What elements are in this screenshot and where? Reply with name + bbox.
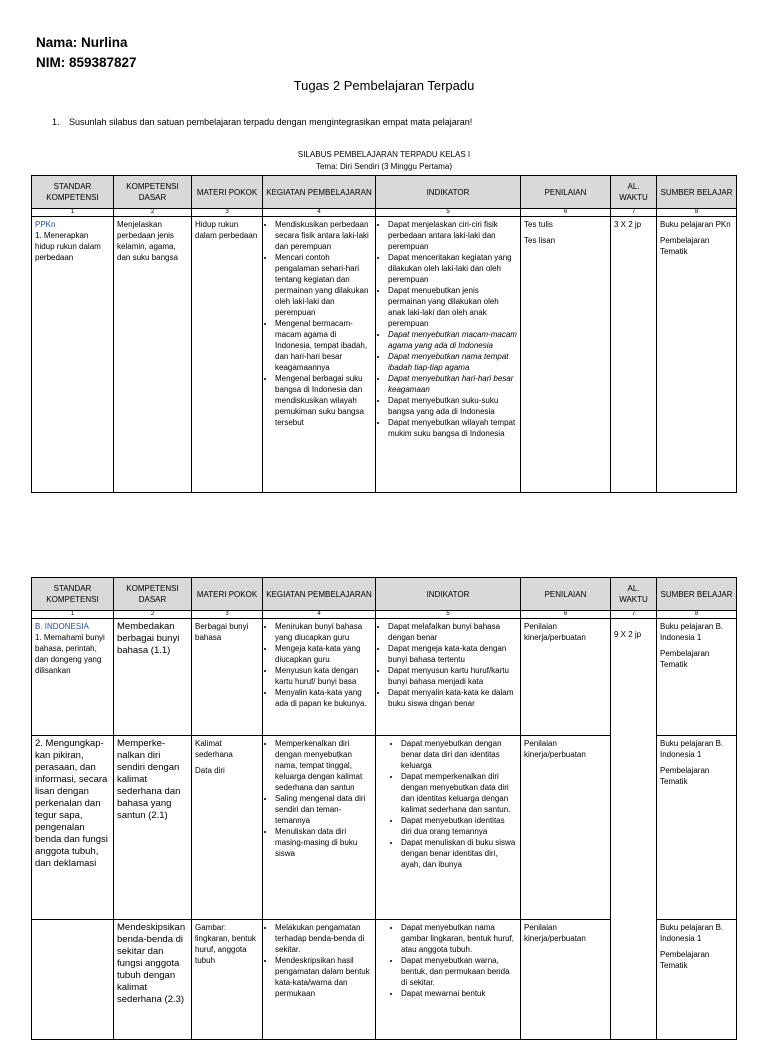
kegiatan-item: • Mencari contoh pengalaman sehari-hari tentang kegiatan dan permainan yang dilakukan oleh laki-laki dan perempuan	[275, 252, 372, 318]
sumber-item: Pembelajaran Tematik	[660, 236, 710, 256]
indikator-cell	[376, 920, 521, 1040]
col-number: 6	[521, 611, 611, 619]
kompetensi-dasar-cell: Memperke-nalkan diri sendiri dengan kalimat sederhana dan bahasa yang santun (2.1)	[114, 736, 192, 920]
sumber-item: Buku pelajaran B. Indonesia 1	[660, 622, 724, 642]
materi-pokok-cell: Hidup rukun dalam perbedaan	[192, 217, 263, 493]
column-number-row	[32, 611, 737, 619]
col-header: PENILAIAN	[521, 176, 611, 209]
syllabus-theme: Tema: Diri Sendiri (3 Minggu Pertama)	[315, 162, 453, 171]
col-header: MATERI POKOK	[192, 578, 263, 611]
col-number: 4	[263, 611, 376, 619]
indikator-item: • Dapat melafalkan bunyi bahasa dengan benar	[388, 621, 517, 643]
sumber-belajar-cell	[657, 736, 737, 920]
kegiatan-item: • Saling mengenal data diri sendiri dan teman-temannya	[275, 793, 372, 826]
col-number: 1	[32, 611, 114, 619]
col-number: 3	[192, 611, 263, 619]
materi-pokok-cell: Gambar: lingkaran, bentuk huruf, anggota tubuh	[192, 920, 263, 1040]
col-number: 1	[32, 209, 114, 217]
indikator-item: • Dapat mengeja kata-kata dengan bunyi bahasa tertentu	[388, 643, 517, 665]
col-number: 5	[376, 209, 521, 217]
kegiatan-item: • Menyusun kata dengan kartu huruf/ bunyi basa	[275, 665, 372, 687]
standar-kompetensi-cell	[32, 920, 114, 1040]
materi-pokok-cell: Berbagai bunyi bahasa	[192, 619, 263, 736]
col-header: AL. WAKTU	[611, 578, 657, 611]
instruction-text: Susunlah silabus dan satuan pembelajaran terpadu dengan mengintegrasikan empat mata pelajaran!	[69, 117, 473, 127]
alokasi-waktu-cell: 3 X 2 jp	[611, 217, 657, 493]
col-header: KOMPETENSI DASAR	[114, 578, 192, 611]
alokasi-waktu-cell	[611, 619, 657, 1040]
indikator-item: • Dapat menyebutkan nama gambar lingkaran, bentuk huruf, atau anggota tubuh.	[401, 922, 517, 955]
col-header: STANDAR KOMPETENSI	[32, 578, 114, 611]
kegiatan-item: • Mengeja kata-kata yang diucapkan guru	[275, 643, 372, 665]
instruction-number: 1.	[52, 117, 60, 127]
syllabus-table-ppkn	[31, 175, 737, 493]
indikator-cell	[376, 217, 521, 493]
sumber-item: Buku pelajaran B. Indonesia 1	[660, 739, 724, 759]
col-number: 2	[114, 611, 192, 619]
indikator-item: • Dapat menjelaskan ciri-ciri fisik perbedaan antara laki-laki dan perempuan	[388, 219, 517, 252]
indikator-item: • Dapat menyebutkan macam-macam agama yang ada di Indonesia	[388, 329, 517, 351]
col-number: 5	[376, 611, 521, 619]
sk-text: 1. Memahami bunyi bahasa, perintah, dan dongeng yang dilisankan	[35, 633, 105, 675]
waktu-text: 9 X 2 jp	[614, 630, 642, 639]
penilaian-cell: Penilaian kinerja/perbuatan	[521, 736, 611, 920]
kegiatan-item: • Melakukan pengamatan terhadap benda-benda di sekitar.	[275, 922, 372, 955]
indikator-item: • Dapat menyebutkan nama tempat ibadah tiap-tiap agama	[388, 351, 517, 373]
kegiatan-cell	[263, 736, 376, 920]
table-header-row	[32, 578, 737, 611]
col-number: 7	[611, 209, 657, 217]
table-header-row	[32, 176, 737, 209]
sumber-item: Pembelajaran Tematik	[660, 766, 710, 786]
kompetensi-dasar-cell: Mendeskipsikan benda-benda di sekitar dan fungsi anggota tubuh dengan kalimat sederhana (2.3)	[114, 920, 192, 1040]
indikator-cell	[376, 736, 521, 920]
sumber-belajar-cell	[657, 920, 737, 1040]
kegiatan-cell	[263, 920, 376, 1040]
materi-item: Kalimat sederhana	[195, 739, 233, 759]
sumber-item: Pembelajaran Tematik	[660, 649, 710, 669]
penilaian-cell: Penilaian kinerja/perbuatan	[521, 619, 611, 736]
materi-item: Data diri	[195, 766, 225, 775]
kegiatan-cell	[263, 217, 376, 493]
kegiatan-item: • Mengenal bermacam-macam agama di Indonesia, tempat ibadah, dan hari-hari besar keagamaannya	[275, 318, 372, 373]
indikator-item: • Dapat menyusun kartu huruf/kartu bunyi bahasa menjadi kata	[388, 665, 517, 687]
indikator-item: • Dapat menuebutkan jenis permainan yang dilakukan oleh anak laki-laki dan oleh anak perempuan	[388, 285, 517, 329]
column-number-row	[32, 209, 737, 217]
sk-text: 1. Menerapkan hidup rukun dalam perbedaan	[35, 231, 101, 262]
table-row	[32, 217, 737, 493]
col-number: 8	[657, 209, 737, 217]
standar-kompetensi-cell	[32, 619, 114, 736]
subject-label: PPKn	[35, 220, 56, 229]
student-nim: NIM: 859387827	[36, 55, 137, 70]
col-header: KOMPETENSI DASAR	[114, 176, 192, 209]
sumber-item: Buku pelajaran B. Indonesia 1	[660, 923, 724, 943]
indikator-item: • Dapat menyebutkan wilayah tempat mukim suku bangsa di Indonesia	[388, 417, 517, 439]
col-header: PENILAIAN	[521, 578, 611, 611]
indikator-item: • Dapat menyebutkan warna, bentuk, dan permukaan benda di sekitar.	[401, 955, 517, 988]
indikator-item: • Dapat menyalin kata-kata ke dalam buku siswa dngan benar	[388, 687, 517, 709]
col-number: 7	[611, 611, 657, 619]
kegiatan-item: • Mendiskusikan perbedaan secara fisik antara laki-laki dan perempuan	[275, 219, 372, 252]
syllabus-title: SILABUS PEMBELAJARAN TERPADU KELAS I	[297, 150, 471, 159]
kegiatan-cell	[263, 619, 376, 736]
sumber-item: Buku pelajaran PKn	[660, 220, 731, 229]
col-number: 2	[114, 209, 192, 217]
col-header: INDIKATOR	[376, 176, 521, 209]
syllabus-table-bindonesia	[31, 577, 737, 1040]
indikator-cell	[376, 619, 521, 736]
col-header: KEGIATAN PEMBELAJARAN	[263, 578, 376, 611]
kegiatan-item: • Menuliskan data diri masing-masing di buku siswa	[275, 826, 372, 859]
indikator-item: • Dapat mewarnai bentuk	[401, 988, 517, 999]
document-title: Tugas 2 Pembelajaran Terpadu	[293, 78, 475, 93]
penilaian-cell: Penilaian kinerja/perbuatan	[521, 920, 611, 1040]
kompetensi-dasar-cell: Menjelaskan perbedaan jenis kelamin, agama, dan suku bangsa	[114, 217, 192, 493]
col-header: SUMBER BELAJAR	[657, 578, 737, 611]
standar-kompetensi-cell	[32, 217, 114, 493]
kompetensi-dasar-cell: Membedakan berbagai bunyi bahasa (1.1)	[114, 619, 192, 736]
indikator-item: • Dapat menuliskan di buku siswa dengan benar identitas diri, ayah, dan ibunya	[401, 837, 517, 870]
indikator-item: • Dapat menyebutkan identitas diri dua orang temannya	[401, 815, 517, 837]
col-header: MATERI POKOK	[192, 176, 263, 209]
indikator-item: • Dapat menyebutkan hari-hari besar keagamaan	[388, 373, 517, 395]
instruction	[52, 117, 472, 127]
col-number: 3	[192, 209, 263, 217]
sumber-belajar-cell	[657, 619, 737, 736]
col-number: 8	[657, 611, 737, 619]
student-name: Nama: Nurlina	[36, 35, 128, 50]
subject-label: B. INDONESIA	[35, 622, 89, 631]
sumber-item: Pembelajaran Tematik	[660, 950, 710, 970]
col-header: INDIKATOR	[376, 578, 521, 611]
indikator-item: • Dapat memperkenalkan diri dengan menyebutkan data diri dan identitas keluarga dengan kalimat sederhana dan santun.	[401, 771, 517, 815]
col-header: AL. WAKTU	[611, 176, 657, 209]
materi-pokok-cell	[192, 736, 263, 920]
penilaian-item: Tes lisan	[524, 236, 556, 245]
penilaian-item: Tes tulis	[524, 220, 553, 229]
indikator-item: • Dapat menyebutkan suku-suku bangsa yang ada di Indonesia	[388, 395, 517, 417]
kegiatan-item: • Menyalin kata-kata yang ada di papan ke bukunya.	[275, 687, 372, 709]
col-header: SUMBER BELAJAR	[657, 176, 737, 209]
indikator-item: • Dapat menyebutkan dengan benar data diri dan identitas keluarga	[401, 738, 517, 771]
col-header: KEGIATAN PEMBELAJARAN	[263, 176, 376, 209]
col-number: 4	[263, 209, 376, 217]
penilaian-cell	[521, 217, 611, 493]
kegiatan-item: • Menirukan bunyi bahasa yang diucapkan guru	[275, 621, 372, 643]
standar-kompetensi-cell: 2. Mengungkap-kan pikiran, perasaan, dan informasi, secara lisan dengan perkenalan dan tegur sapa, pengenalan benda dan fungsi anggota tubuh, dan deklamasi	[32, 736, 114, 920]
sumber-belajar-cell	[657, 217, 737, 493]
kegiatan-item: • Memperkenalkan diri dengan menyebutkan nama, tempat tinggal, keluarga dengan kalimat sederhana dan santun	[275, 738, 372, 793]
kegiatan-item: • Mendeskripsikan hasil pengamatan dalam bentuk kata-kata/warna dan permukaan	[275, 955, 372, 999]
kegiatan-item: • Mengenal berbagai suku bangsa di Indonesia dan mendiskusikan wilayah pemukiman suku bangsa tersebut	[275, 373, 372, 428]
col-header: STANDAR KOMPETENSI	[32, 176, 114, 209]
indikator-item: • Dapat menceritakan kegiatan yang dilakukan oleh laki-laki dan oleh perempuan	[388, 252, 517, 285]
col-number: 6	[521, 209, 611, 217]
table-row	[32, 619, 737, 736]
